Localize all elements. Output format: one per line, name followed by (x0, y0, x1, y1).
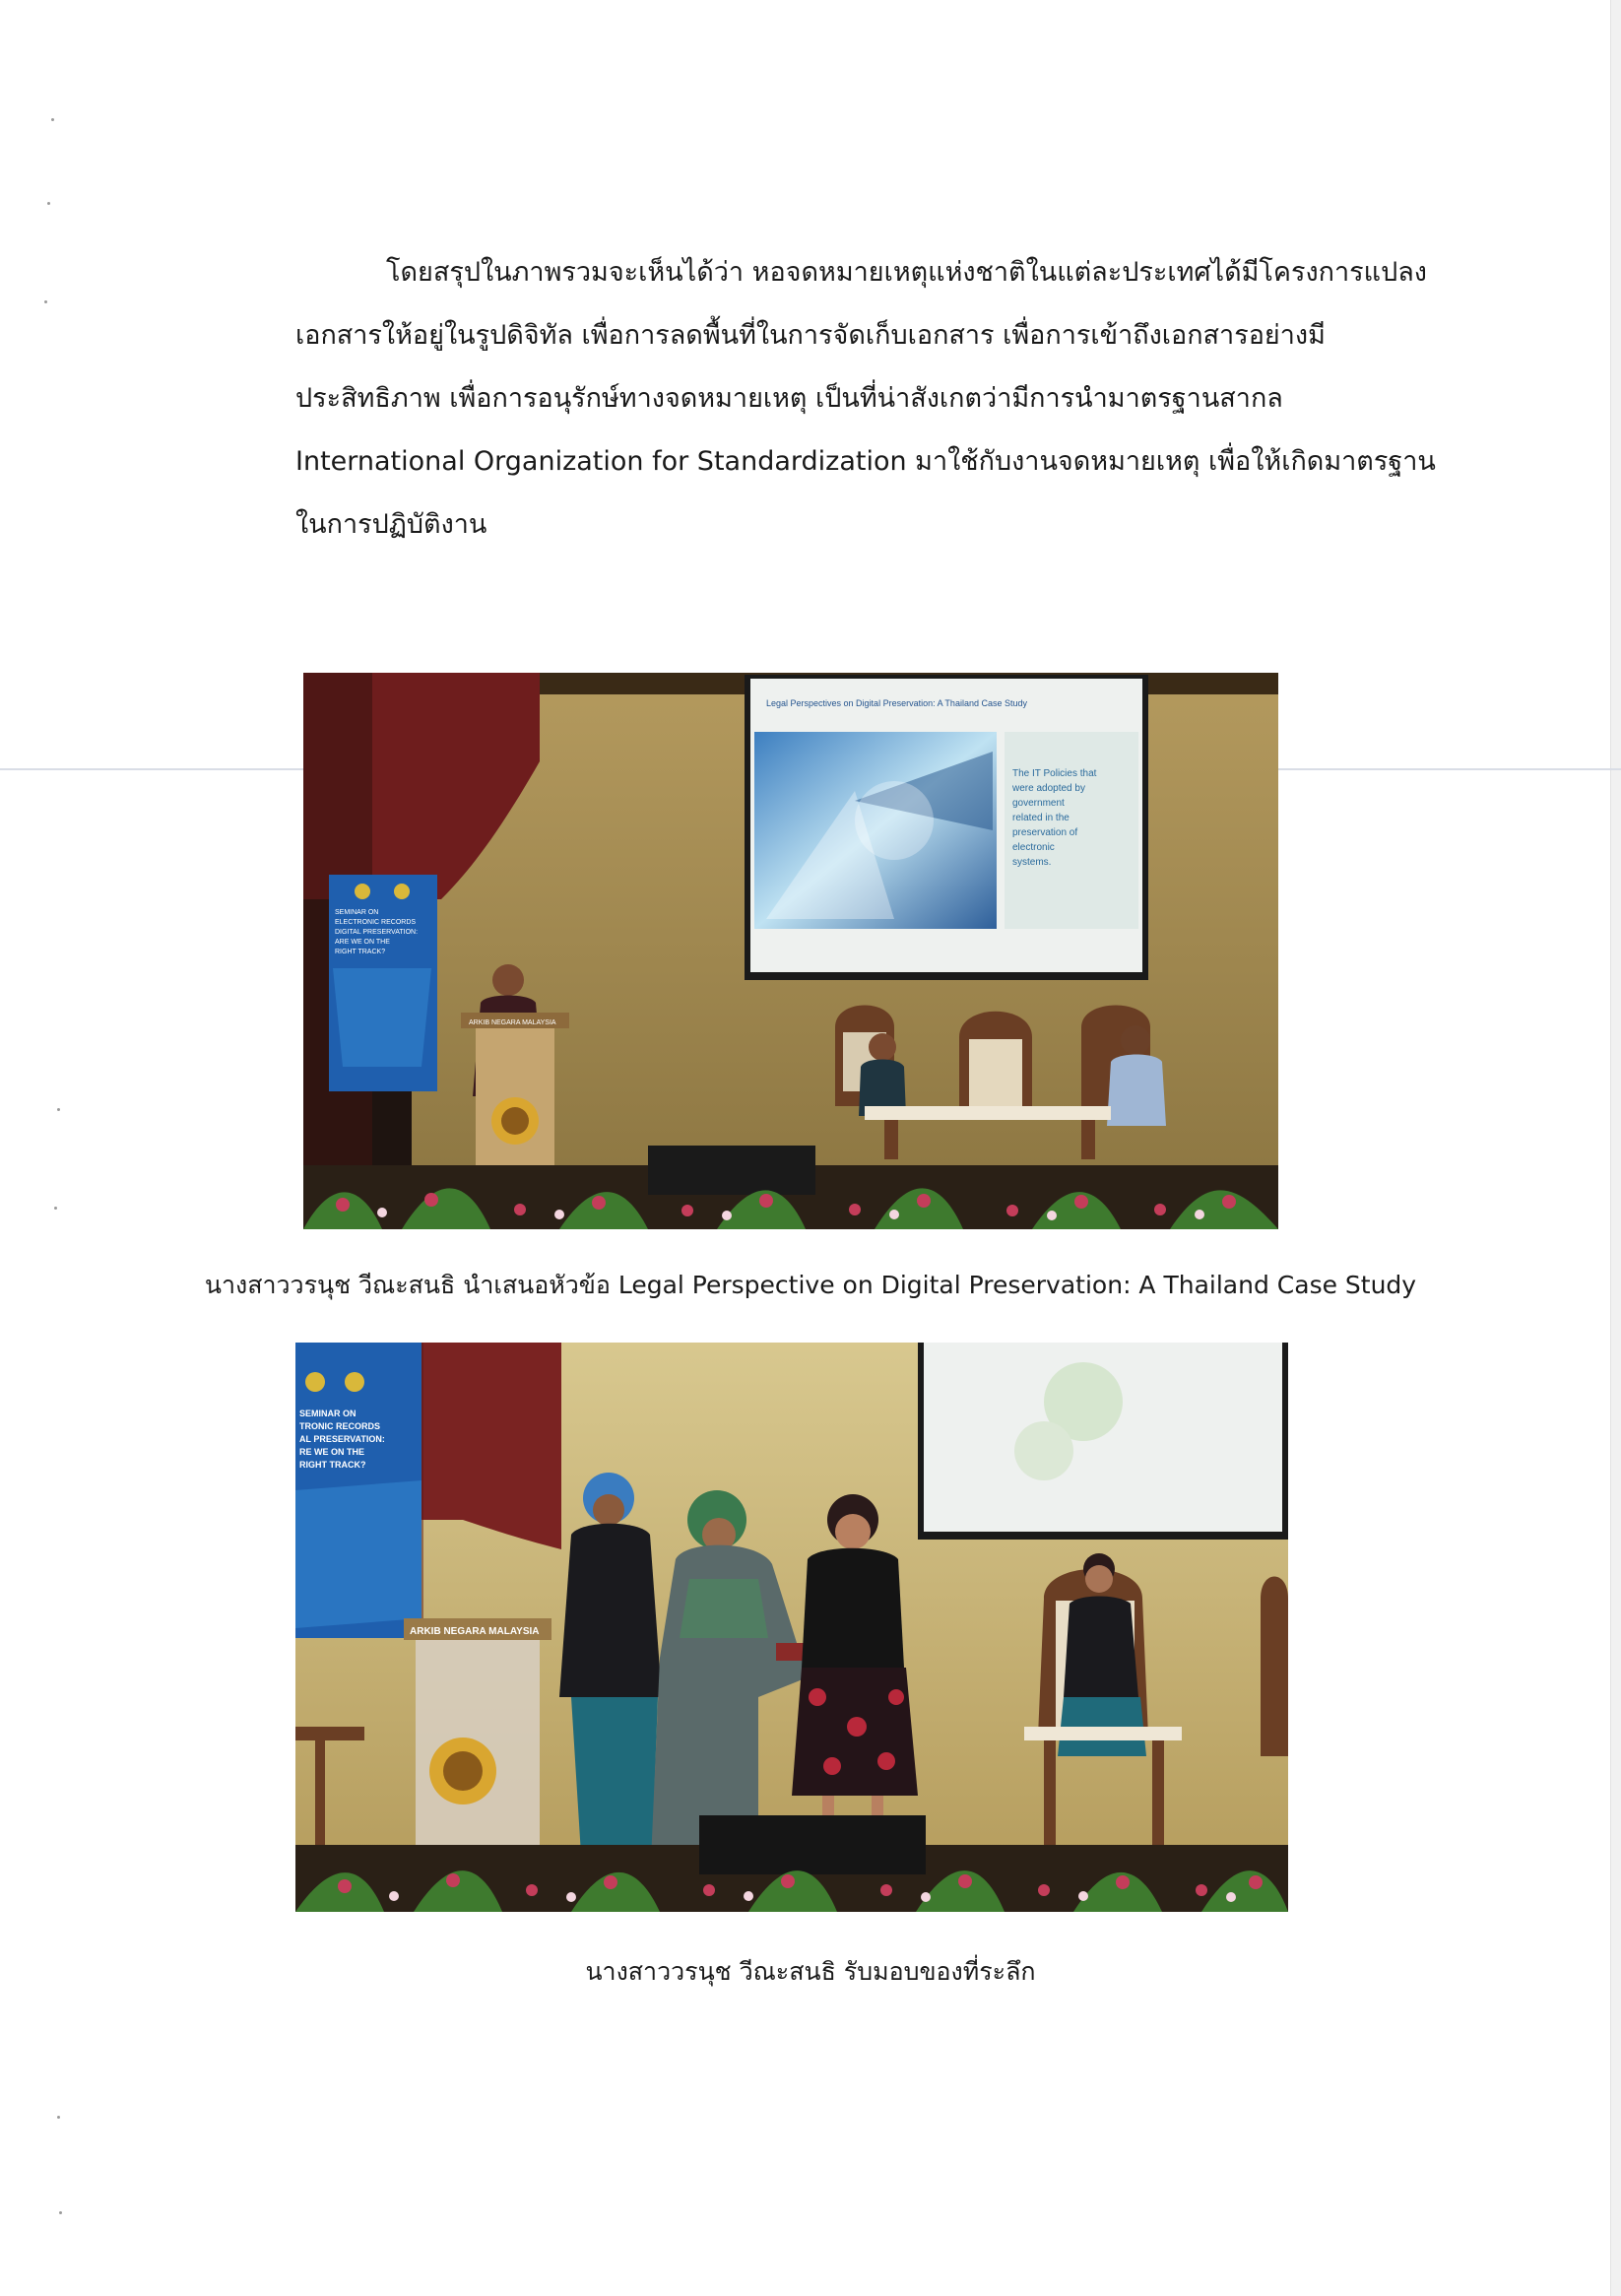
scan-speck (47, 202, 50, 205)
photo-caption-presentation: นางสาววรนุช วีณะสนธิ นำเสนอหัวข้อ Legal Perspective on Digital Preservation: A Thailand Case Study (204, 1271, 1417, 1299)
scan-speck (51, 118, 54, 121)
paragraph-line: ในการปฏิบัติงาน (295, 509, 487, 540)
banner-text: ARE WE ON THE (335, 939, 390, 946)
banner-text: RE WE ON THE (299, 1447, 365, 1457)
slide-text: electronic (1012, 842, 1055, 853)
banner-text: RIGHT TRACK? (299, 1460, 366, 1470)
podium-sign: ARKIB NEGARA MALAYSIA (469, 1019, 556, 1026)
slide-text: were adopted by (1012, 783, 1085, 794)
podium-sign: ARKIB NEGARA MALAYSIA (410, 1626, 540, 1637)
scan-speck (44, 300, 47, 303)
paragraph-line: เอกสารให้อยู่ในรูปดิจิทัล เพื่อการลดพื้นที่ในการจัดเก็บเอกสาร เพื่อการเข้าถึงเอกสารอย่างมี (295, 320, 1326, 351)
scan-speck (59, 2211, 62, 2214)
scan-speck (57, 1108, 60, 1111)
souvenir-photo (295, 1343, 1288, 1912)
photo-caption-souvenir: นางสาววรนุช วีณะสนธิ รับมอบของที่ระลึก (585, 1957, 1036, 1986)
scan-speck (57, 2116, 60, 2119)
banner-text: SEMINAR ON (299, 1409, 357, 1418)
scan-speck (54, 1207, 57, 1210)
slide-text: systems. (1012, 857, 1052, 868)
summary-paragraph (295, 241, 1436, 557)
paragraph-line: ประสิทธิภาพ เพื่อการอนุรักษ์ทางจดหมายเหตุ เป็นที่น่าสังเกตว่ามีการนำมาตรฐานสากล (295, 383, 1283, 414)
banner-text: SEMINAR ON (335, 909, 379, 916)
banner-text: TRONIC RECORDS (299, 1421, 381, 1431)
paragraph-line: โดยสรุปในภาพรวมจะเห็นได้ว่า หอจดหมายเหตุแห่งชาติในแต่ละประเทศได้มีโครงการแปลง (386, 257, 1427, 288)
slide-text: preservation of (1012, 827, 1078, 838)
slide-text: The IT Policies that (1012, 768, 1097, 779)
banner-text: DIGITAL PRESERVATION: (335, 929, 419, 936)
presentation-scene (303, 673, 1278, 1229)
banner-text: AL PRESERVATION: (299, 1434, 385, 1444)
slide-text: government (1012, 798, 1065, 809)
slide-text: related in the (1012, 813, 1070, 823)
slide-title: Legal Perspectives on Digital Preservation: A Thailand Case Study (766, 698, 1027, 708)
presentation-photo (303, 673, 1278, 1229)
banner-text: RIGHT TRACK? (335, 949, 386, 955)
paragraph-line: International Organization for Standardization มาใช้กับงานจดหมายเหตุ เพื่อให้เกิดมาตรฐาน (295, 446, 1436, 477)
souvenir-scene (295, 1343, 1288, 1912)
banner-text: ELECTRONIC RECORDS (335, 919, 417, 926)
